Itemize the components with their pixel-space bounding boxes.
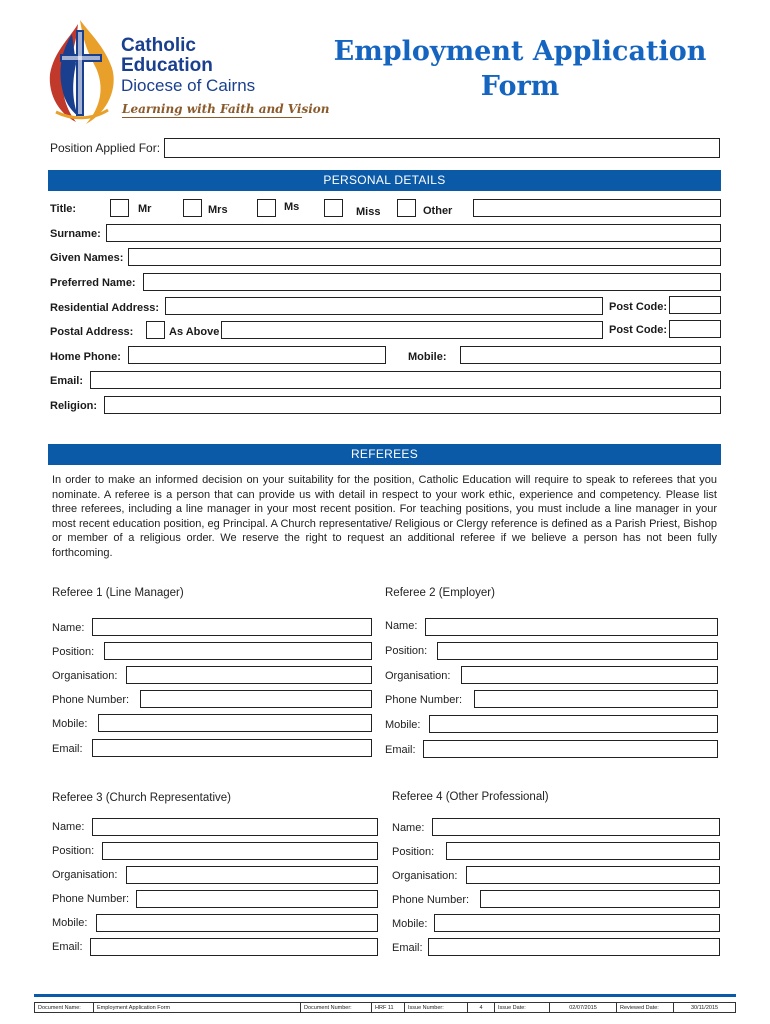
referee1-name-label: Name: [52,622,85,634]
referee4-phone-input[interactable] [480,890,720,908]
referee4-position-label: Position: [392,846,435,858]
referee4-email-label: Email: [392,942,423,954]
referee3-title: Referee 3 (Church Representative) [52,792,231,804]
referee3-email-input[interactable] [90,938,378,956]
referee1-title: Referee 1 (Line Manager) [52,587,184,599]
referee3-name-label: Name: [52,821,85,833]
email-input[interactable] [90,371,721,389]
mobile-input[interactable] [460,346,721,364]
referee3-mobile-label: Mobile: [52,917,88,929]
footer-issue-number: 4 [468,1003,495,1013]
referee2-position-input[interactable] [437,642,718,660]
home-phone-input[interactable] [128,346,386,364]
referee2-title: Referee 2 (Employer) [385,587,495,599]
referee3-email-label: Email: [52,941,83,953]
referee2-organisation-label: Organisation: [385,670,451,682]
referee3-name-input[interactable] [92,818,378,836]
footer-document-info [34,1002,736,1013]
referee2-email-input[interactable] [423,740,718,758]
referee1-phone-input[interactable] [140,690,372,708]
tagline: Learning with Faith and Vision [122,102,330,116]
residential-address-input[interactable] [165,297,603,315]
email-label: Email: [50,375,84,387]
org-name-line2: Education [121,55,213,76]
referee4-title: Referee 4 (Other Professional) [392,791,549,803]
postal-post-code-label: Post Code: [609,324,668,336]
title-ms-label: Ms [284,201,300,213]
referee3-position-input[interactable] [102,842,378,860]
title-miss-label: Miss [356,206,381,218]
referee2-name-label: Name: [385,620,418,632]
referee4-name-input[interactable] [432,818,720,836]
referee2-phone-input[interactable] [474,690,718,708]
residential-address-label: Residential Address: [50,302,160,314]
religion-input[interactable] [104,396,721,414]
surname-input[interactable] [106,224,721,242]
footer-doc-number-label: Document Number: [301,1003,372,1013]
referee3-phone-label: Phone Number: [52,893,130,905]
footer-doc-name-label: Document Name: [35,1003,94,1013]
title-miss-checkbox[interactable] [324,199,343,217]
cross-logo-icon [42,16,120,128]
referee4-organisation-input[interactable] [466,866,720,884]
personal-details-heading: PERSONAL DETAILS [48,170,721,191]
position-input[interactable] [164,138,720,158]
referee3-organisation-input[interactable] [126,866,378,884]
referee2-position-label: Position: [385,645,428,657]
title-mrs-checkbox[interactable] [183,199,202,217]
religion-label: Religion: [50,400,98,412]
footer-issue-date-label: Issue Date: [495,1003,550,1013]
title-mrs-label: Mrs [208,204,228,216]
referee1-mobile-label: Mobile: [52,718,88,730]
mobile-label: Mobile: [408,351,447,363]
referee2-organisation-input[interactable] [461,666,718,684]
referee1-email-label: Email: [52,743,83,755]
as-above-label: As Above [169,326,220,338]
referee4-position-input[interactable] [446,842,720,860]
footer-rule [34,994,736,997]
title-other-input[interactable] [473,199,721,217]
preferred-name-input[interactable] [143,273,721,291]
as-above-checkbox[interactable] [146,321,165,339]
footer-doc-number: HRF 11 [372,1003,405,1013]
footer-reviewed-date-label: Reviewed Date: [617,1003,674,1013]
title-label: Title: [50,203,77,215]
referees-heading: REFEREES [48,444,721,465]
title-ms-checkbox[interactable] [257,199,276,217]
referee1-phone-label: Phone Number: [52,694,130,706]
referee1-position-input[interactable] [104,642,372,660]
referee3-organisation-label: Organisation: [52,869,118,881]
footer-reviewed-date: 30/11/2015 [674,1003,736,1013]
postal-post-code-input[interactable] [669,320,721,338]
page-title-line2: Form [480,71,560,102]
page-title-line1: Employment Application [333,36,707,67]
surname-label: Surname: [50,228,101,240]
referee3-phone-input[interactable] [136,890,378,908]
footer-issue-number-label: Issue Number: [405,1003,468,1013]
referee4-mobile-input[interactable] [434,914,720,932]
referee1-organisation-label: Organisation: [52,670,118,682]
footer-doc-name: Employment Application Form [94,1003,301,1013]
referee1-position-label: Position: [52,646,95,658]
title-other-label: Other [423,205,453,217]
preferred-name-label: Preferred Name: [50,277,136,289]
home-phone-label: Home Phone: [50,351,121,363]
title-other-checkbox[interactable] [397,199,416,217]
referee2-email-label: Email: [385,744,416,756]
referee1-email-input[interactable] [92,739,372,757]
tagline-underline [122,117,302,118]
referee1-name-input[interactable] [92,618,372,636]
position-label: Position Applied For: [50,141,161,155]
postal-address-label: Postal Address: [50,326,134,338]
given-names-input[interactable] [128,248,721,266]
referee3-position-label: Position: [52,845,95,857]
org-diocese: Diocese of Cairns [121,76,256,95]
org-name-line1: Catholic [121,35,196,56]
referee2-phone-label: Phone Number: [385,694,463,706]
referee4-email-input[interactable] [428,938,720,956]
given-names-label: Given Names: [50,252,124,264]
referee1-mobile-input[interactable] [98,714,372,732]
referee4-name-label: Name: [392,822,425,834]
residential-post-code-label: Post Code: [609,301,668,313]
referee2-mobile-input[interactable] [429,715,718,733]
referees-intro: In order to make an informed decision on your suitability for the position, Catholic Education will require to speak to referees that you nominate. A referee is a person that can provide us with detail in respect to your work ethic, experience and competency. Please list three referees, including a line manager in your most recent position. For teaching positions, you must include a line manager in your most recent education position, eg Principal. A Church representative/ Religious or Clergy reference is defined as a Parish Priest, Bishop or member of a religious order. We reserve the right to request an additional referee if we believe a person has not been fully forthcoming. [52,474,717,559]
referee4-organisation-label: Organisation: [392,870,458,882]
postal-address-input[interactable] [221,321,603,339]
referee2-name-input[interactable] [425,618,718,636]
title-mr-checkbox[interactable] [110,199,129,217]
referee2-mobile-label: Mobile: [385,719,421,731]
referee1-organisation-input[interactable] [126,666,372,684]
referee4-phone-label: Phone Number: [392,894,470,906]
residential-post-code-input[interactable] [669,296,721,314]
footer-issue-date: 02/07/2015 [550,1003,617,1013]
referee3-mobile-input[interactable] [96,914,378,932]
title-mr-label: Mr [138,203,152,215]
referee4-mobile-label: Mobile: [392,918,428,930]
